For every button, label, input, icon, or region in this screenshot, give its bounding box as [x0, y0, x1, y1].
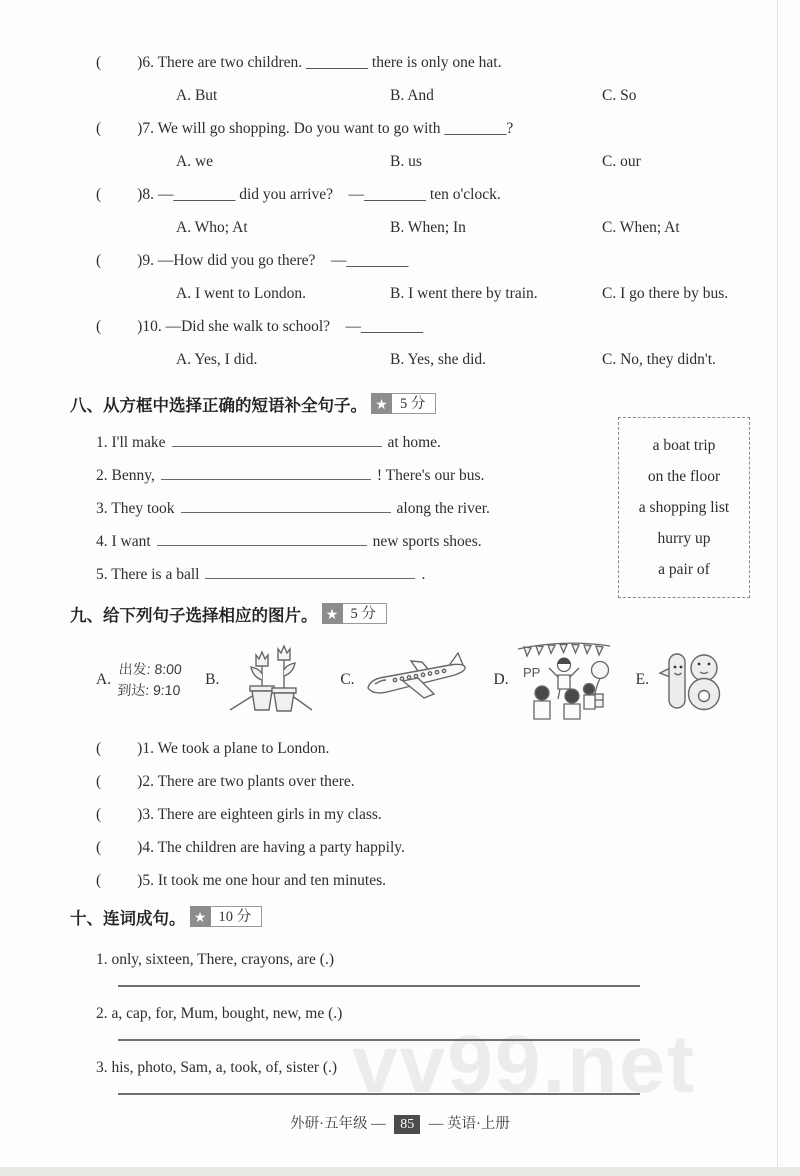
option-b: B. Yes, she did.	[390, 351, 487, 368]
paren-open: (	[96, 252, 102, 269]
item-text: It took me one hour and ten minutes.	[157, 872, 386, 889]
question-stem: There are two children. ________ there is only one hat.	[157, 54, 502, 71]
departure-schedule-card	[117, 659, 183, 701]
option-b: B. And	[390, 87, 434, 104]
footer-dash: —	[371, 1116, 386, 1132]
picture-match-item	[0, 732, 800, 765]
picture-d-label: D.	[493, 671, 509, 688]
answer-blank	[181, 498, 391, 513]
question-options	[96, 211, 800, 244]
picture-match-item	[0, 765, 800, 798]
word-bank-item: a boat trip	[652, 437, 716, 454]
answer-paren	[96, 186, 158, 203]
word-bank-box	[618, 417, 750, 598]
section8-score: 5 分	[392, 393, 436, 414]
section10-title: 十、连词成句。	[70, 909, 186, 928]
page-footer	[0, 1113, 800, 1135]
item-text-pre: I'll make	[111, 434, 166, 451]
item-text-pre: They took	[111, 500, 175, 517]
item-text: There are two plants over there.	[157, 773, 355, 790]
question-stem-line	[96, 178, 800, 211]
mcq-question	[0, 310, 800, 376]
make-sentence-group	[0, 999, 800, 1041]
paren-open: (	[96, 54, 102, 71]
section-picture-match	[0, 597, 800, 897]
star-icon: ★	[371, 393, 392, 414]
tulip-pots-icon	[226, 642, 316, 718]
word-bank-item: a shopping list	[638, 499, 730, 516]
score-badge	[190, 906, 263, 927]
arrival-time: 到达: 9:10	[116, 682, 181, 698]
question-stem: —How did you go there? —________	[157, 252, 409, 269]
item-text-pre: I want	[111, 533, 151, 550]
answer-blank	[172, 432, 382, 447]
question-stem-line	[96, 112, 800, 145]
picture-match-item	[0, 798, 800, 831]
picture-e-label: E.	[635, 671, 649, 688]
item-text-post: ! There's our bus.	[376, 467, 485, 484]
item-text: We took a plane to London.	[157, 740, 330, 757]
picture-a-label: A.	[96, 671, 112, 688]
answer-line	[118, 1083, 640, 1095]
option-c: C. our	[602, 153, 641, 170]
section-make-sentences	[0, 900, 800, 1095]
picture-row	[0, 634, 800, 726]
question-stem: —Did she walk to school? —________	[165, 318, 424, 335]
answer-paren	[96, 839, 158, 856]
item-text: a, cap, for, Mum, bought, new, me (.)	[111, 1005, 343, 1022]
answer-paren	[96, 54, 158, 71]
mcq-question	[0, 178, 800, 244]
footer-dash: —	[428, 1116, 444, 1132]
picture-b-label: B.	[205, 671, 220, 688]
answer-blank	[161, 465, 371, 480]
answer-line	[118, 1029, 640, 1041]
star-icon: ★	[322, 603, 343, 624]
question-stem-line	[96, 310, 800, 343]
question-stem-line	[96, 244, 800, 277]
make-sentence-item	[0, 945, 800, 975]
option-a: A. we	[176, 153, 214, 170]
paren-close: )9.	[137, 252, 158, 269]
item-number: 4.	[96, 533, 112, 550]
section10-items	[0, 945, 800, 1095]
item-text-post: .	[421, 566, 426, 583]
item-text: only, sixteen, There, crayons, are (.)	[111, 951, 335, 968]
option-a: A. Yes, I did.	[176, 351, 258, 368]
item-text-post: new sports shoes.	[372, 533, 482, 550]
option-a: A. I went to London.	[176, 285, 307, 302]
make-sentence-group	[0, 945, 800, 987]
section9-score: 5 分	[343, 603, 387, 624]
option-c: C. I go there by bus.	[602, 285, 729, 302]
score-badge	[322, 603, 387, 624]
question-options	[96, 79, 800, 112]
answer-paren	[96, 806, 158, 823]
question-options	[96, 277, 800, 310]
watermark: vv99.net	[352, 1019, 697, 1110]
item-text-pre: Benny,	[111, 467, 155, 484]
word-bank-item: on the floor	[647, 468, 721, 485]
item-text: The children are having a party happily.	[157, 839, 405, 856]
paren-open: (	[96, 806, 102, 823]
option-c: C. When; At	[602, 219, 680, 236]
picture-match-item	[0, 864, 800, 897]
word-bank-item: hurry up	[657, 530, 711, 547]
item-number: 2.	[96, 1005, 112, 1022]
item-text-post: along the river.	[396, 500, 490, 517]
footer-book: 外研·五年级	[290, 1116, 368, 1132]
section9-items	[0, 732, 800, 897]
paren-close: )4.	[137, 839, 158, 856]
picture-match-item	[0, 831, 800, 864]
page-number-badge: 85	[394, 1115, 420, 1134]
make-sentence-item	[0, 1053, 800, 1083]
departure-time: 出发: 8:00	[118, 661, 183, 677]
item-number: 5.	[96, 566, 112, 583]
question-stem: —________ did you arrive? —________ ten o'clock.	[157, 186, 501, 203]
paren-open: (	[96, 839, 102, 856]
option-c: C. So	[602, 87, 637, 104]
number-18-icon	[656, 646, 726, 714]
paren-open: (	[96, 872, 102, 889]
answer-paren	[96, 773, 158, 790]
make-sentence-group	[0, 1053, 800, 1095]
svg-text:PP: PP	[522, 665, 540, 680]
option-a: A. Who; At	[176, 219, 248, 236]
make-sentence-item	[0, 999, 800, 1029]
item-number: 3.	[96, 500, 112, 517]
option-a: A. But	[176, 87, 218, 104]
answer-paren	[96, 318, 166, 335]
section-phrase-fill	[0, 387, 800, 591]
item-number: 3.	[96, 1059, 112, 1076]
mcq-question	[0, 244, 800, 310]
footer-subject: 英语·上册	[447, 1116, 510, 1132]
picture-c	[340, 650, 469, 710]
section10-score: 10 分	[211, 906, 263, 927]
item-text-pre: There is a ball	[111, 566, 200, 583]
option-b: B. When; In	[390, 219, 466, 236]
answer-paren	[96, 872, 158, 889]
airplane-icon	[362, 650, 470, 710]
paren-close: )8.	[137, 186, 158, 203]
item-text-post: at home.	[387, 434, 441, 451]
question-stem-line	[96, 46, 800, 79]
paren-close: )3.	[137, 806, 158, 823]
scan-bottom-strip	[0, 1167, 800, 1176]
option-c: C. No, they didn't.	[602, 351, 716, 368]
item-text: his, photo, Sam, a, took, of, sister (.)	[111, 1059, 338, 1076]
section8-title: 八、从方框中选择正确的短语补全句子。	[70, 396, 367, 415]
paren-close: )2.	[137, 773, 158, 790]
answer-paren	[96, 120, 158, 137]
word-bank-item: a pair of	[658, 561, 710, 578]
section9-title: 九、给下列句子选择相应的图片。	[70, 606, 318, 625]
paren-close: )1.	[137, 740, 158, 757]
answer-blank	[205, 564, 415, 579]
picture-d	[494, 637, 612, 723]
score-badge	[371, 393, 436, 414]
answer-blank	[157, 531, 367, 546]
paren-close: )6.	[137, 54, 158, 71]
multiple-choice-section	[0, 46, 800, 376]
option-b: B. I went there by train.	[390, 285, 538, 302]
answer-paren	[96, 252, 158, 269]
picture-c-label: C.	[340, 671, 355, 688]
item-number: 1.	[96, 434, 112, 451]
mcq-question	[0, 46, 800, 112]
paren-open: (	[96, 773, 102, 790]
picture-b	[205, 642, 316, 718]
party-scene-icon	[516, 637, 612, 723]
mcq-question	[0, 112, 800, 178]
paren-open: (	[96, 120, 102, 137]
answer-paren	[96, 740, 158, 757]
item-number: 2.	[96, 467, 112, 484]
item-text: There are eighteen girls in my class.	[157, 806, 382, 823]
question-stem: We will go shopping. Do you want to go with ________?	[157, 120, 514, 137]
option-b: B. us	[390, 153, 422, 170]
paren-open: (	[96, 186, 102, 203]
paren-close: )10.	[137, 318, 166, 335]
star-icon: ★	[190, 906, 211, 927]
paren-open: (	[96, 740, 102, 757]
item-number: 1.	[96, 951, 112, 968]
paren-close: )5.	[137, 872, 158, 889]
paren-open: (	[96, 318, 102, 335]
picture-a	[96, 659, 181, 701]
paren-close: )7.	[137, 120, 158, 137]
question-options	[96, 145, 800, 178]
question-options	[96, 343, 800, 376]
picture-e	[636, 646, 726, 714]
answer-line	[118, 975, 640, 987]
